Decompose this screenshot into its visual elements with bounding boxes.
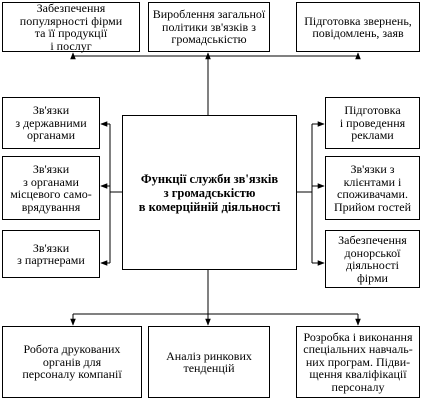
box-bottom-training: Розробка і виконання спеціальних навчаль- них програм. Підви- щення кваліфікації персоналу bbox=[296, 326, 420, 398]
box-right-clients: Зв'язки з клієнтами і споживачами. Прийом гостей bbox=[325, 156, 420, 220]
box-bottom-print: Робота друкованих органів для персоналу компанії bbox=[2, 326, 142, 398]
box-left-partners: Зв'язки з партнерами bbox=[2, 230, 100, 278]
box-left-local-government: Зв'язки з органами місцевого само- врядування bbox=[2, 156, 100, 220]
box-top-policy: Вироблення загальної політики зв'язків з громадськістю bbox=[148, 2, 270, 52]
box-top-statements: Підготовка звернень, повідомлень, заяв bbox=[296, 2, 420, 52]
box-top-popularity: Забезпечення популярності фірми та її продукції і послуг bbox=[2, 2, 140, 52]
box-bottom-market-analysis: Аналіз ринкових тенденцій bbox=[148, 326, 270, 398]
box-right-donor: Забезпечення донорської діяльності фірми bbox=[325, 230, 420, 288]
box-center-functions: Функції служби зв'язків з громадськістю в комерційній діяльності bbox=[122, 115, 297, 270]
box-right-advertising: Підготовка і проведення реклами bbox=[325, 97, 420, 149]
box-left-government: Зв'язки з державними органами bbox=[2, 97, 100, 149]
